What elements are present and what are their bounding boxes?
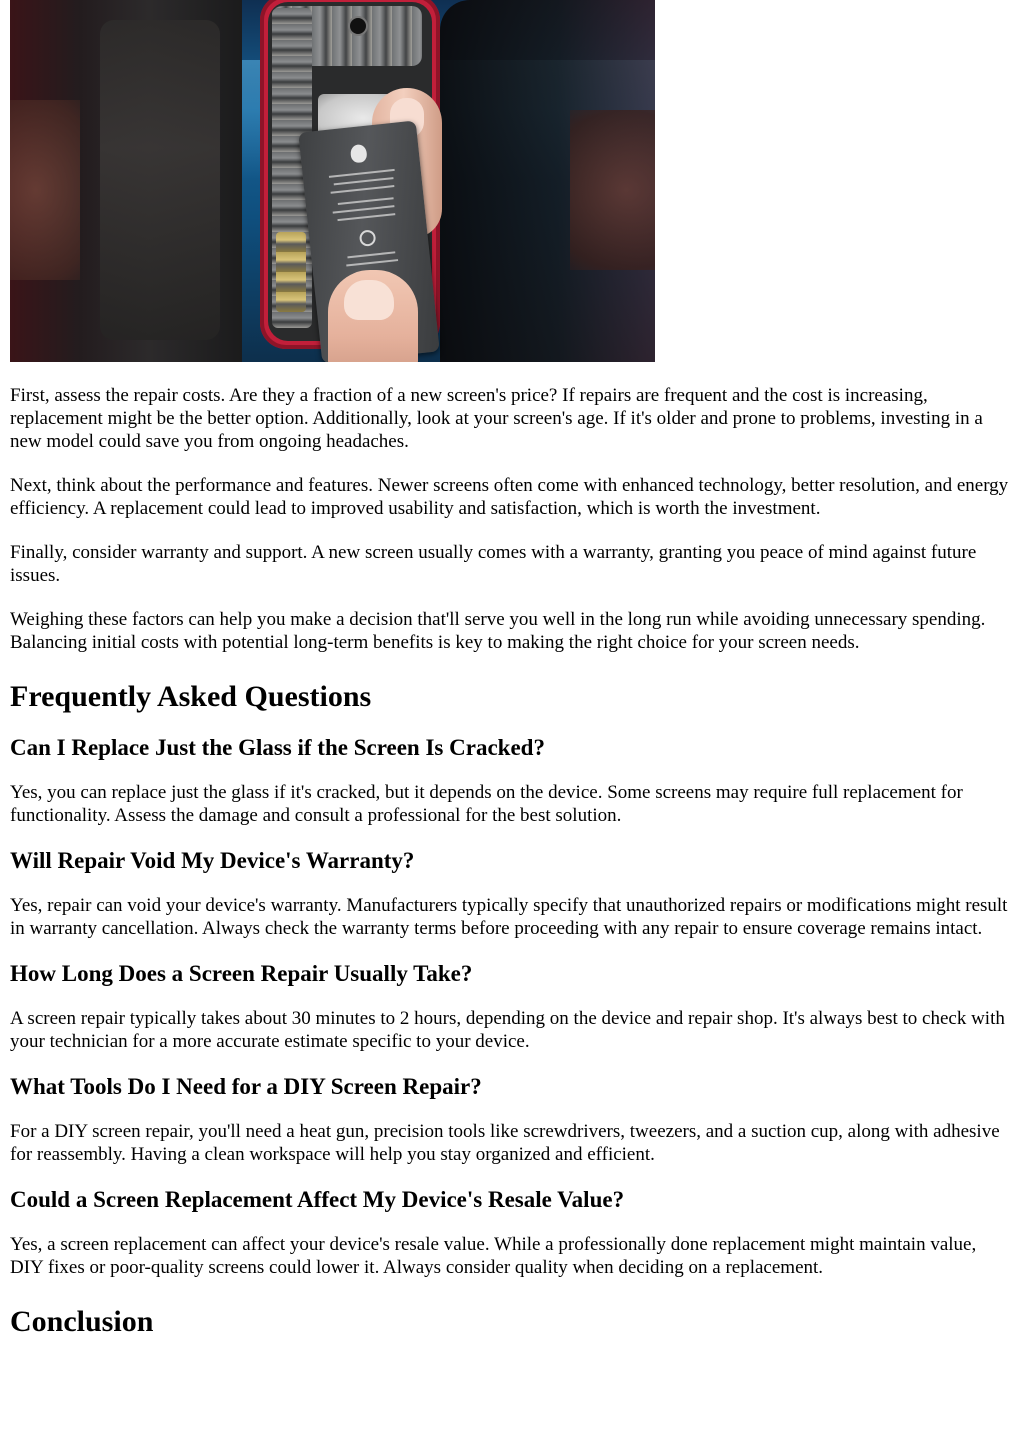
conclusion-heading: Conclusion bbox=[10, 1305, 154, 1338]
camera-lens bbox=[348, 16, 368, 36]
thumb bbox=[328, 270, 418, 362]
faq-answer: Yes, you can replace just the glass if it's cracked, but it depends on the device. Some screens may require full replacement for functionality. Assess the damage and consult a professional for the best solution. bbox=[10, 782, 963, 826]
faq-answer: Yes, a screen replacement can affect your device's resale value. While a professionally done replacement might maintain value, DIY fixes or poor-quality screens could lower it. Always consider quality when deciding on a replacement. bbox=[10, 1234, 977, 1278]
faq-question: Will Repair Void My Device's Warranty? bbox=[10, 848, 415, 873]
apple-logo-icon bbox=[350, 144, 368, 164]
paragraph: Finally, consider warranty and support. A new screen usually comes with a warranty, granting you peace of mind against future issues. bbox=[10, 542, 977, 586]
paragraph: Weighing these factors can help you make a decision that'll serve you well in the long run while avoiding unnecessary spending. Balancing initial costs with potential long-term benefits is key to making the right choice for your screen needs. bbox=[10, 609, 986, 653]
faq-answer: A screen repair typically takes about 30 minutes to 2 hours, depending on the device and repair shop. It's always best to check with your technician for a more accurate estimate specific to your device. bbox=[10, 1008, 1005, 1052]
faq-question: How Long Does a Screen Repair Usually Take? bbox=[10, 961, 473, 986]
hero-image-phone-battery-repair bbox=[10, 0, 655, 362]
paragraph: First, assess the repair costs. Are they a fraction of a new screen's price? If repairs are frequent and the cost is increasing, replacement might be the better option. Additionally, look at your screen's age. If it's older and prone to problems, investing in a new model could save you from ongoing headaches. bbox=[10, 385, 983, 452]
faq-question: Could a Screen Replacement Affect My Device's Resale Value? bbox=[10, 1187, 625, 1212]
faq-heading: Frequently Asked Questions bbox=[10, 680, 372, 713]
faq-answer: For a DIY screen repair, you'll need a heat gun, precision tools like screwdrivers, tweezers, and a suction cup, along with adhesive for reassembly. Having a clean workspace will help you stay organized and efficient. bbox=[10, 1121, 1000, 1165]
faq-question: What Tools Do I Need for a DIY Screen Repair? bbox=[10, 1074, 482, 1099]
recycle-symbol-icon bbox=[359, 229, 377, 247]
faq-answer: Yes, repair can void your device's warranty. Manufacturers typically specify that unauthorized repairs or modifications might result in warranty cancellation. Always check the warranty terms before proceeding with any repair to ensure coverage remains intact. bbox=[10, 895, 1008, 939]
paragraph: Next, think about the performance and features. Newer screens often come with enhanced technology, better resolution, and energy efficiency. A replacement could lead to improved usability and satisfaction, which is worth the investment. bbox=[10, 475, 1009, 519]
article-body bbox=[10, 384, 1014, 1339]
faq-question: Can I Replace Just the Glass if the Screen Is Cracked? bbox=[10, 735, 545, 760]
